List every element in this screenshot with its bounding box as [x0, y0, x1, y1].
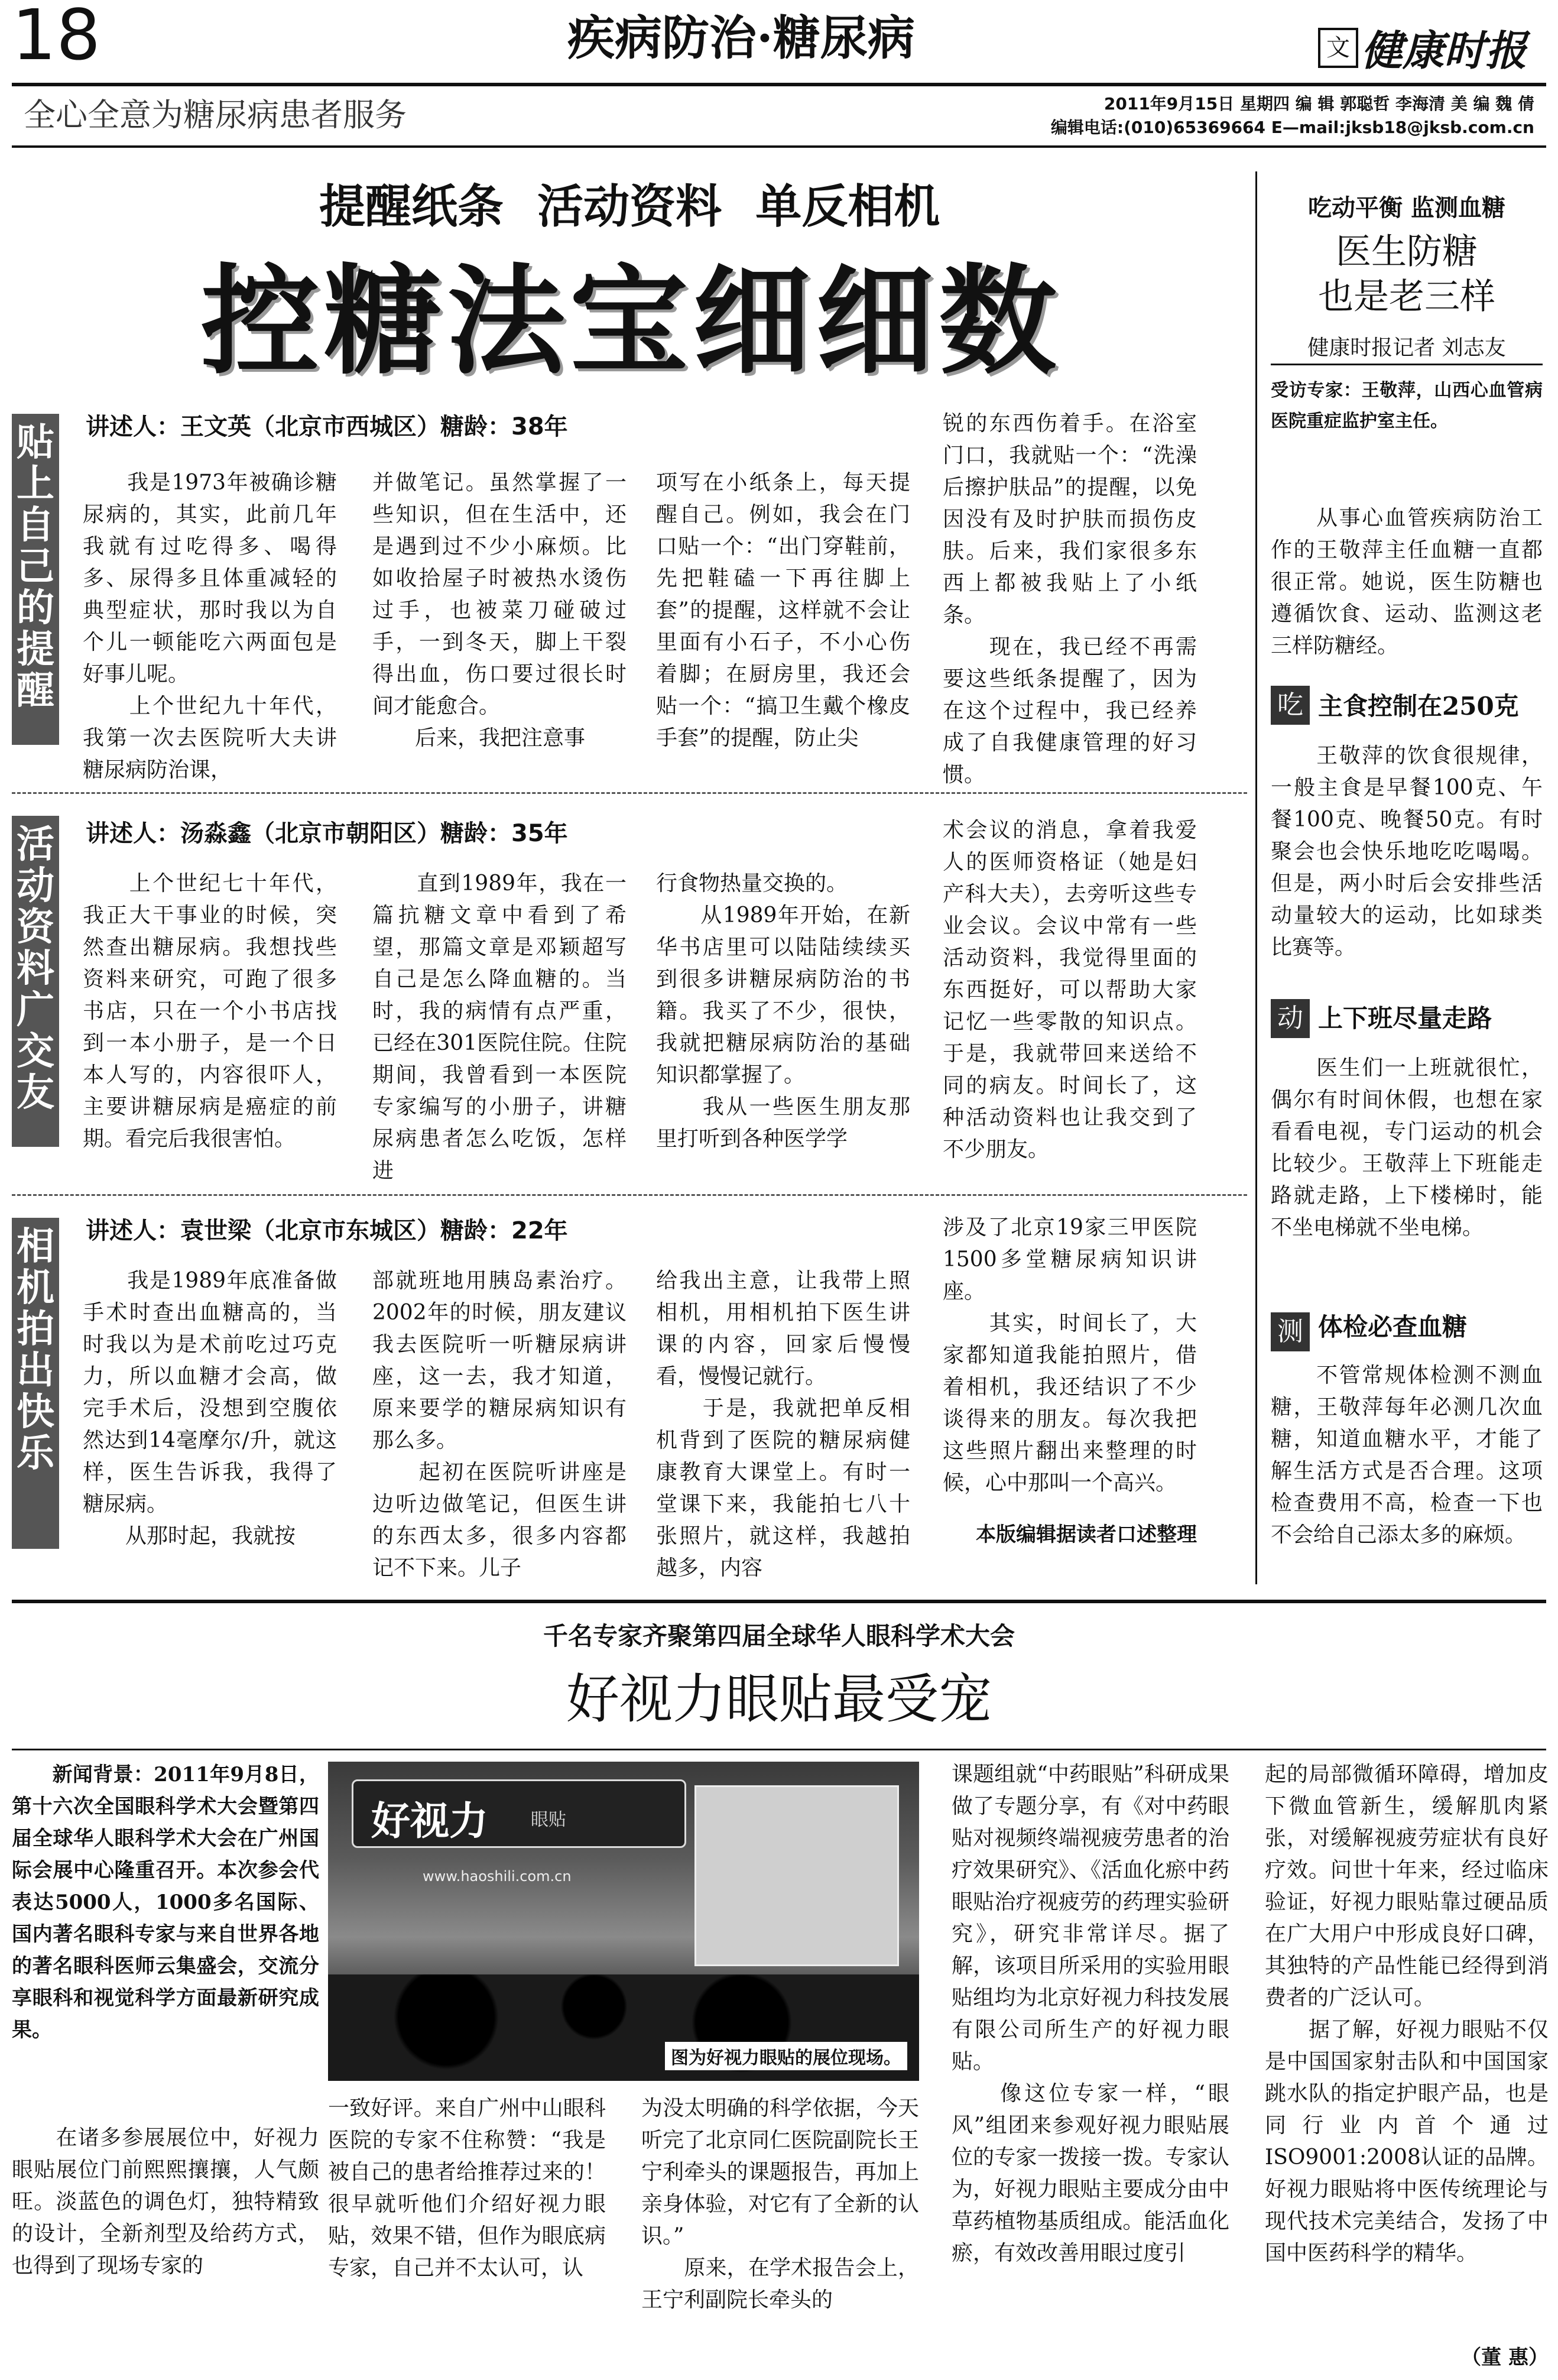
side-title-reminder: 贴上自己的提醒 — [12, 414, 59, 745]
s1-col-2: 并做笔记。虽然掌握了一些知识，但在生活中，还是遇到过不少小麻烦。比如收拾屋子时被热水烫伤过手，也被菜刀碰破过手，一到冬天，脚上干裂得出血，伤口要过很长时间才能愈合。 后来，我把注意事 — [372, 471, 627, 750]
bottom-headline-rule — [12, 1749, 1546, 1750]
s2-col-3: 行食物热量交换的。 从1989年开始，在新华书店里可以陆陆续续买到很多讲糖尿病防治的书籍。我买了不少，很快，我就把糖尿病防治的基础知识都掌握了。 我从一些医生朋友那里打听到各种医学学 — [656, 871, 910, 1151]
main-kicker: 提醒纸条 活动资料 单反相机 — [319, 180, 940, 234]
booth-photo — [328, 1762, 919, 2081]
badge-eat: 吃 — [1271, 686, 1310, 725]
masthead-rule-2 — [12, 145, 1546, 148]
sidebar-intro: 从事心血管疾病防治工作的王敬萍主任血糖一直都很正常。她说，医生防糖也遵循饮食、运动、监测这老三样防糖经。 — [1271, 506, 1543, 658]
narrator-1: 讲述人：王文英（北京市西城区）糖龄：38年 — [86, 413, 568, 440]
badge-test: 测 — [1271, 1312, 1310, 1351]
heading-eat: 主食控制在250克 — [1318, 692, 1519, 721]
side-title-camera: 相机拍出快乐 — [12, 1218, 59, 1549]
side-title-materials: 活动资料广交友 — [12, 816, 59, 1147]
masthead-rule — [12, 83, 1546, 86]
bottom-author: （董 惠） — [1461, 2346, 1549, 2369]
sidebar-expert: 受访专家：王敬萍，山西心血管病医院重症监护室主任。 — [1271, 380, 1543, 432]
body-test: 不管常规体检测不测血糖，王敬萍每年必测几次血糖，知道血糖水平，才能了解生活方式是否合理。这项检查费用不高，检查一下也不会给自己添太多的麻烦。 — [1271, 1363, 1543, 1547]
section-divider-1 — [12, 792, 1247, 794]
booth-wall — [694, 1785, 899, 1966]
s3-col-1: 我是1989年底准备做手术时查出血糖高的，当时我以为是术前吃过巧克力，所以血糖才会高，做完手术后，没想到空腹依然达到14毫摩尔/升，就这样，医生告诉我，我得了糖尿病。 从那时起，我就按 — [83, 1269, 337, 1548]
body-move: 医生们一上班就很忙，偶尔有时间休假，也想在家看看电视，专门运动的机会比较少。王敬萍上下班能走路就走路，上下楼梯时，能不坐电梯就不坐电梯。 — [1271, 1056, 1543, 1240]
page-number: 18 — [12, 0, 101, 76]
bottom-col-2: 一致好评。来自广州中山眼科医院的专家不住称赞：“我是被自己的患者给推荐过来的！很早就听他们介绍好视力眼贴，效果不错，但作为眼底病专家，自己并不太认可，认 — [328, 2096, 606, 2280]
editor-note: 本版编辑据读者口述整理 — [976, 1523, 1197, 1546]
logo-mark: 文 — [1318, 28, 1358, 68]
body-eat: 王敬萍的饮食很规律，一般主食是早餐100克、午餐100克、晚餐50克。有时聚会也会快乐地吃吃喝喝。但是，两小时后会安排些活动量较大的运动，比如球类比赛等。 — [1271, 744, 1543, 959]
sidebar-kicker: 吃动平衡 监测血糖 — [1308, 194, 1505, 222]
s2-col-1: 上个世纪七十年代，我正大干事业的时候，突然查出糖尿病。我想找些资料来研究，可跑了很多书店，只在一个小书店找到一本小册子，是一个日本人写的，内容很吓人，主要讲糖尿病是癌症的前期。看完后我很害怕。 — [83, 871, 337, 1151]
narrator-3: 讲述人：袁世梁（北京市东城区）糖龄：22年 — [86, 1217, 568, 1244]
contact-line: 编辑电话:(010)65369664 E—mail:jksb18@jksb.com.cn — [1050, 118, 1534, 137]
main-headline: 控糖法宝细细数 — [201, 253, 1062, 391]
sidebar-rule — [1271, 364, 1543, 365]
photo-caption: 图为好视力眼贴的展位现场。 — [665, 2042, 907, 2070]
newspaper-logo — [1318, 18, 1527, 75]
section-title: 疾病防治·糖尿病 — [567, 10, 915, 66]
heading-move: 上下班尽量走路 — [1318, 1004, 1492, 1033]
s2-col-4: 术会议的消息，拿着我爱人的医师资格证（她是妇产科大夫），去旁听这些专业会议。会议中常有一些活动资料，我觉得里面的东西挺好，可以帮助大家记忆一些零散的知识点。于是，我就带回来送给不同的病友。时间长了，这种活动资料也让我交到了不少朋友。 — [943, 818, 1197, 1162]
slogan: 全心全意为糖尿病患者服务 — [24, 96, 407, 134]
bottom-col-3: 为没太明确的科学依据，今天听完了北京同仁医院副院长王宁利牵头的课题报告，再加上亲身体验，对它有了全新的认识。” 原来，在学术报告会上，王宁利副院长牵头的 — [641, 2096, 919, 2312]
bottom-rule — [12, 1600, 1546, 1603]
date-line: 2011年9月15日 星期四 编 辑 郭聪哲 李海清 美 编 魏 倩 — [1103, 94, 1534, 114]
bottom-kicker: 千名专家齐聚第四届全球华人眼科学术大会 — [543, 1622, 1015, 1651]
s1-col-1: 我是1973年被确诊糖尿病的，其实，此前几年我就有过吃得多、喝得多、尿得多且体重减轻的典型症状，那时我以为自个儿一顿能吃六两面包是好事儿呢。 上个世纪九十年代，我第一次去医院听大夫讲糖尿病防治课， — [83, 471, 337, 782]
brand-logo: 好视力 — [371, 1798, 488, 1844]
s2-col-2: 直到1989年，我在一篇抗糖文章中看到了希望，那篇文章是邓颖超写自己是怎么降血糖的。当时，我的病情有点严重，已经在301医院住院。住院期间，我曾看到一本医院专家编写的小册子，讲糖尿病患者怎么吃饭，怎样进 — [372, 871, 627, 1183]
s3-col-2: 部就班地用胰岛素治疗。2002年的时候，朋友建议我去医院听一听糖尿病讲座，这一去，我才知道，原来要学的糖尿病知识有那么多。 起初在医院听讲座是边听边做笔记，但医生讲的东西太多，很多内容都记不下来。儿子 — [372, 1269, 627, 1580]
sidebar-title-2: 也是老三样 — [1318, 276, 1495, 317]
booth-banner — [352, 1779, 686, 1848]
badge-move: 动 — [1271, 999, 1310, 1038]
s1-col-3: 项写在小纸条上，每天提醒自己。例如，我会在门口贴一个：“出门穿鞋前，先把鞋磕一下再往脚上套”的提醒，这样就不会让里面有小石子，不小心伤着脚；在厨房里，我还会贴一个：“搞卫生戴个橡皮手套”的提醒，防止尖 — [656, 471, 910, 750]
bottom-col-1: 在诸多参展展位中，好视力眼贴展位门前熙熙攘攘，人气颇旺。淡蓝色的调色灯，独特精致的设计，全新剂型及给药方式，也得到了现场专家的 — [12, 2126, 319, 2278]
section-divider-2 — [12, 1194, 1247, 1196]
narrator-2: 讲述人：汤淼鑫（北京市朝阳区）糖龄：35年 — [86, 820, 568, 847]
s3-col-3: 给我出主意，让我带上照相机，用相机拍下医生讲课的内容，回家后慢慢看，慢慢记就行。 于是，我就把单反相机背到了医院的糖尿病健康教育大课堂上。有时一堂课下来，我能拍七八十张照片，就这样，我越拍越多，内容 — [656, 1269, 910, 1580]
column-divider — [1255, 171, 1257, 1584]
bottom-col-5: 起的局部微循环障碍，增加皮下微血管新生，缓解肌肉紧张，对缓解视疲劳症状有良好疗效。问世十年来，经过临床验证，好视力眼贴靠过硬品质在广大用户中形成良好口碑，其独特的产品性能已经得到消费者的广泛认可。 据了解，好视力眼贴不仅是中国国家射击队和中国国家跳水队的指定护眼产品，也是同行业内首个通过ISO9001:2008认证的品牌。好视力眼贴将中医传统理论与现代技术完美结合，发扬了中国中医药科学的精华。 — [1265, 1762, 1549, 2265]
sidebar-byline: 健康时报记者 刘志友 — [1307, 336, 1506, 360]
logo-text: 健康时报 — [1361, 26, 1527, 75]
heading-test: 体检必查血糖 — [1318, 1312, 1468, 1341]
brand-sub: 眼贴 — [531, 1810, 566, 1830]
s1-col-4: 锐的东西伤着手。在浴室门口，我就贴一个：“洗澡后擦护肤品”的提醒，以免因没有及时护肤而损伤皮肤。后来，我们家很多东西上都被我贴上了小纸条。 现在，我已经不再需要这些纸条提醒了，因为在这个过程中，我已经养成了自我健康管理的好习惯。 — [943, 411, 1197, 787]
bottom-col-4: 课题组就“中药眼贴”科研成果做了专题分享，有《对中药眼贴对视频终端视疲劳患者的治疗效果研究》、《活血化瘀中药眼贴治疗视疲劳的药理实验研究》，研究非常详尽。据了解，该项目所采用的实验用眼贴组均为北京好视力科技发展有限公司所生产的好视力眼贴。 像这位专家一样，“眼风”组团来参观好视力眼贴展位的专家一拨接一拨。专家认为，好视力眼贴主要成分由中草药植物基质组成。能活血化瘀，有效改善用眼过度引 — [952, 1762, 1229, 2265]
sidebar-title-1: 医生防糖 — [1336, 231, 1478, 273]
s3-col-4: 涉及了北京19家三甲医院1500多堂糖尿病知识讲座。 其实，时间长了，大家都知道我能拍照片，借着相机，我还结识了不少谈得来的朋友。每次我把这些照片翻出来整理的时候，心中那叫一个高兴。 — [943, 1215, 1197, 1495]
booth-url: www.haoshili.com.cn — [423, 1868, 572, 1885]
bottom-headline: 好视力眼贴最受宠 — [566, 1668, 992, 1730]
news-background: 新闻背景：2011年9月8日，第十六次全国眼科学术大会暨第四届全球华人眼科学术大会在广州国际会展中心隆重召开。本次参会代表达5000人，1000多名国际、国内著名眼科专家与来自世界各地的著名眼科医师云集盛会，交流分享眼科和视觉科学方面最新研究成果。 — [12, 1763, 319, 2042]
